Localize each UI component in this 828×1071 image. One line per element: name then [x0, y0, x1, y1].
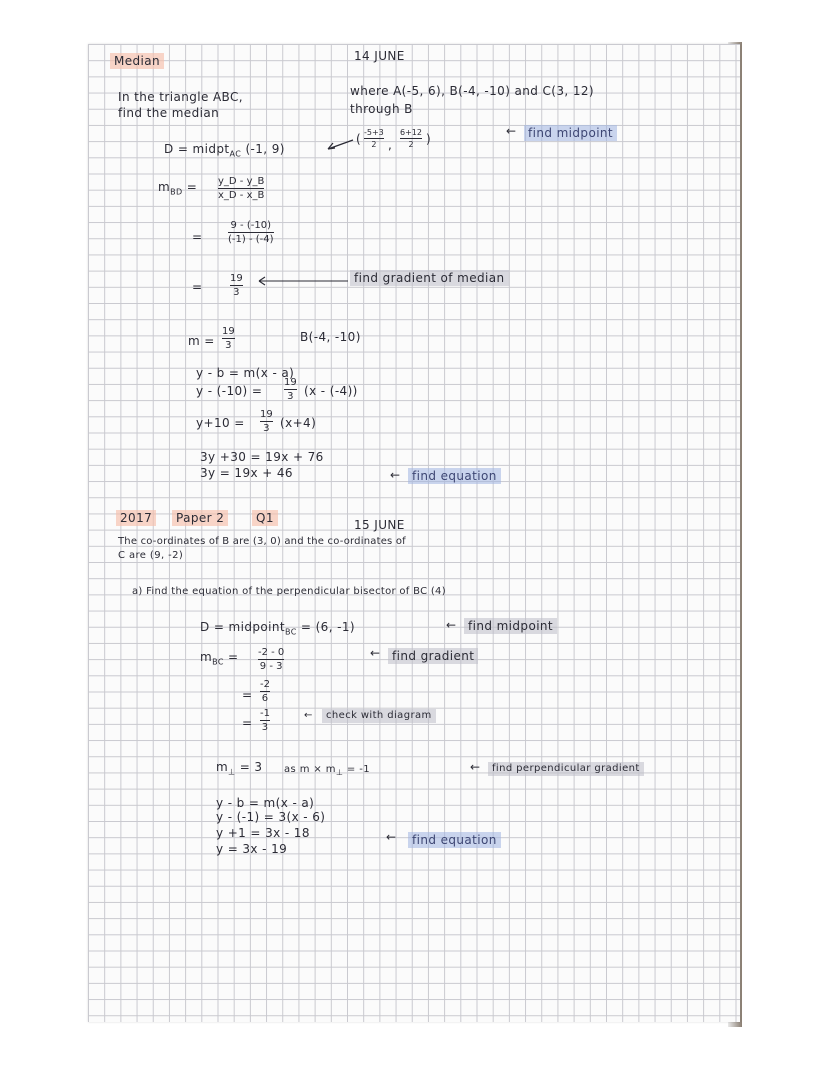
note-find-midpoint: find midpoint	[524, 125, 617, 141]
line-equation-simplified-b: (x+4)	[280, 416, 317, 430]
note-find-equation-2: find equation	[408, 832, 501, 848]
arrow-icon	[325, 136, 355, 152]
notebook-page	[88, 44, 740, 1022]
perp-equation-sub: y - (-1) = 3(x - 6)	[216, 810, 326, 824]
arrow-icon: ←	[446, 618, 457, 632]
note-find-midpoint-2: find midpoint	[464, 618, 557, 634]
line-equation-simplified-a: y+10 =	[196, 416, 245, 430]
fraction-19-3: 19 3	[260, 409, 273, 434]
note-check-diagram: check with diagram	[322, 709, 436, 723]
perp-rule: as $m \times m_\perp = -1$	[284, 764, 371, 777]
perp-equation-final: y = 3x - 19	[216, 842, 288, 856]
gradient-formula: y_D - y_B x_D - x_B	[218, 176, 265, 201]
perp-equation-form: y - b = m(x - a)	[216, 796, 315, 810]
midpoint-label: D = midpt$_{AC}$ (-1, 9)	[164, 142, 285, 159]
note-find-perp-gradient: find perpendicular gradient	[488, 762, 644, 776]
gradient-label: $m_{BD}$ =	[158, 180, 198, 197]
exam-question-line-1: The co-ordinates of B are (3, 0) and the co-ordinates of	[118, 536, 406, 547]
exam-question-line-2: C are (9, -2)	[118, 550, 184, 561]
exam-paper: Paper 2	[172, 510, 228, 526]
arrow-icon: ←	[386, 830, 397, 844]
arrow-icon: ←	[304, 710, 313, 721]
comma: ,	[388, 138, 393, 152]
midpoint-bc-label: D = midpoint$_{BC}$ = (6, -1)	[200, 620, 355, 637]
question-line-2b: through B	[350, 102, 413, 116]
fraction-19-3: 19 3	[284, 377, 297, 402]
point-b: B(-4, -10)	[300, 330, 361, 344]
page-title: Median	[110, 53, 164, 69]
exam-year: 2017	[116, 510, 156, 526]
gradient-value: 19 3	[222, 326, 235, 351]
arrow-icon: ←	[506, 124, 517, 138]
date-heading-2: 15 JUNE	[354, 518, 405, 532]
line-equation-multiplied: 3y +30 = 19x + 76	[200, 450, 324, 464]
question-line-1b: where A(-5, 6), B(-4, -10) and C(3, 12)	[350, 84, 594, 98]
part-a-instruction: a) Find the equation of the perpendicular bisector of BC (4)	[132, 586, 446, 597]
bracket-open: (	[356, 132, 362, 146]
gradient-value-label: m =	[188, 334, 215, 348]
date-heading: 14 JUNE	[354, 49, 405, 63]
note-find-gradient: find gradient of median	[350, 270, 509, 286]
gradient-substitution: 9 - (-10) (-1) - (-4)	[228, 220, 274, 245]
arrow-icon	[256, 276, 350, 286]
equals-sign: =	[242, 688, 253, 702]
line-equation-final: 3y = 19x + 46	[200, 466, 293, 480]
note-find-gradient-2: find gradient	[388, 648, 478, 664]
midpoint-y-fraction: 6+12 2	[400, 128, 422, 149]
exam-question: Q1	[252, 510, 278, 526]
line-equation-form: y - b = m(x - a)	[196, 366, 295, 380]
bracket-close: )	[426, 132, 432, 146]
equals-sign: =	[192, 280, 203, 294]
arrow-icon: ←	[470, 760, 481, 774]
gradient-bc-result: -1 3	[260, 708, 270, 733]
gradient-bc-label: $m_{BC}$ =	[200, 650, 239, 667]
note-find-equation: find equation	[408, 468, 501, 484]
question-line-2: find the median	[118, 106, 220, 120]
question-line-1: In the triangle ABC,	[118, 90, 243, 104]
arrow-icon: ←	[370, 646, 381, 660]
equals-sign: =	[242, 716, 253, 730]
gradient-bc-step: -2 6	[260, 679, 270, 704]
line-equation-sub-b: (x - (-4))	[304, 384, 358, 398]
midpoint-x-fraction: -5+3 2	[364, 128, 384, 149]
equals-sign: =	[192, 230, 203, 244]
line-equation-sub-a: y - (-10) =	[196, 384, 263, 398]
perp-equation-expand: y +1 = 3x - 18	[216, 826, 310, 840]
perp-gradient: $m_\perp = 3$	[216, 760, 263, 777]
gradient-result: 19 3	[230, 273, 243, 298]
arrow-icon: ←	[390, 468, 401, 482]
gradient-bc-substitution: -2 - 0 9 - 3	[258, 647, 285, 672]
